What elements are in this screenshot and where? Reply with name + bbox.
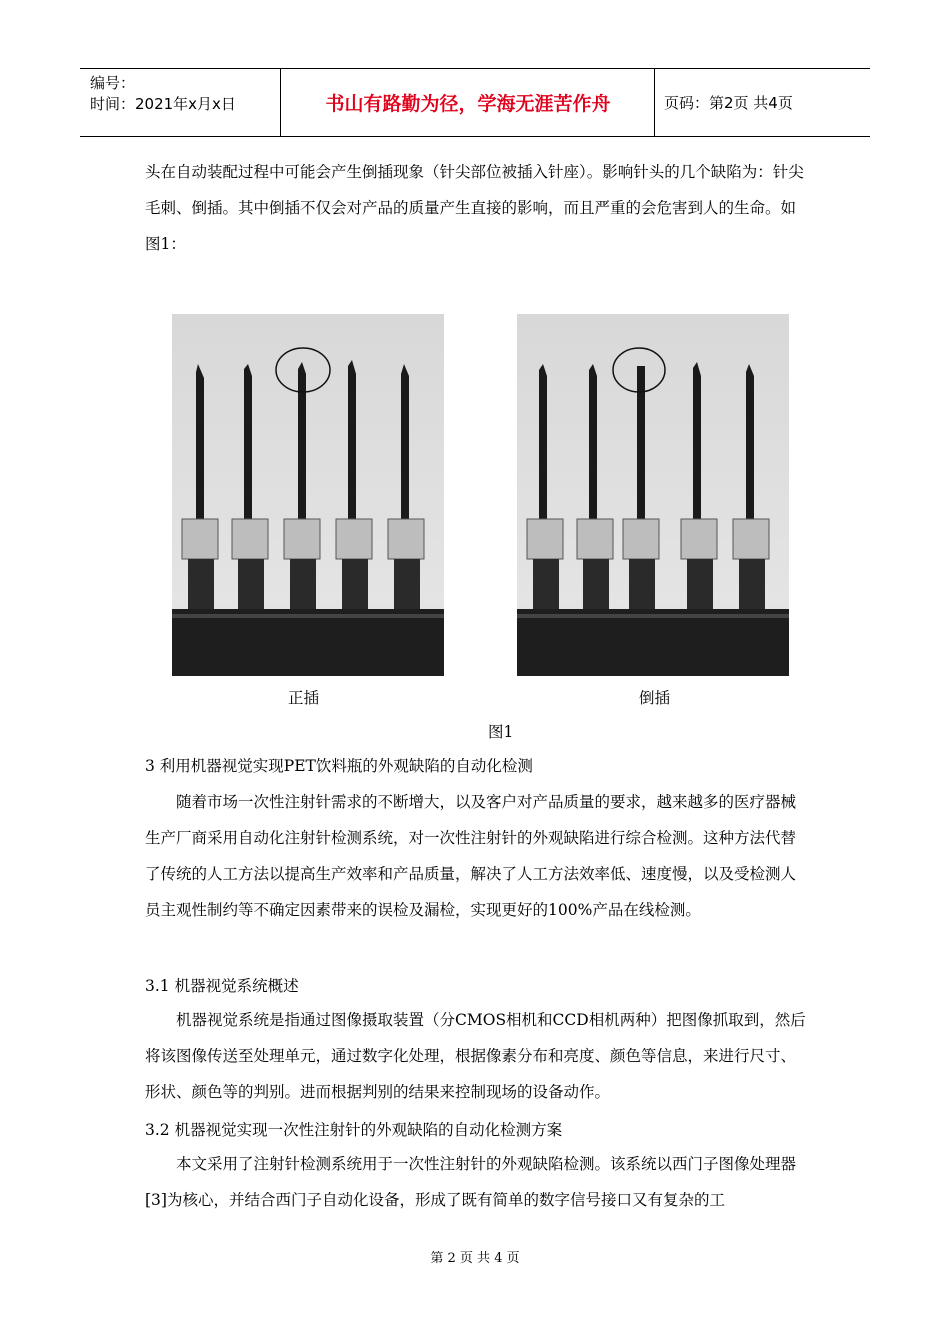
- header-divider: [280, 69, 281, 136]
- paragraph-section-3: 随着市场一次性注射针需求的不断增大，以及客户对产品质量的要求，越来越多的医疗器械生产厂商采用自动化注射针检测系统，对一次性注射针的外观缺陷进行综合检测。这种方法代替了传统的人工方法以提高生产效率和产品质量，解决了人工方法效率低、速度慢，以及受检测人员主观性制约等不确定因素带来的误检及漏检，实现更好的100%产品在线检测。: [145, 793, 797, 919]
- header-left-cell: [90, 73, 236, 115]
- motto: 书山有路勤为径，学海无涯苦作舟: [325, 93, 611, 115]
- section-3-1-heading: 3.1 机器视觉系统概述: [145, 977, 299, 995]
- time-label: 时间：2021年x月x日: [90, 95, 236, 113]
- caption-correct: 正插: [288, 689, 320, 707]
- page-number-label: 页码：第2页 共4页: [664, 94, 793, 112]
- page-header: [80, 68, 870, 137]
- header-divider: [654, 69, 655, 136]
- page-footer: 第 2 页 共 4 页: [430, 1251, 520, 1266]
- needle-photo-reversed: [517, 314, 789, 676]
- section-3-heading: 3 利用机器视觉实现PET饮料瓶的外观缺陷的自动化检测: [145, 757, 533, 775]
- section-3-2-heading: 3.2 机器视觉实现一次性注射针的外观缺陷的自动化检测方案: [145, 1121, 563, 1139]
- caption-reversed: 倒插: [639, 689, 671, 707]
- figure-title: 图1: [488, 723, 514, 741]
- paragraph-section-3-2: 本文采用了注射针检测系统用于一次性注射针的外观缺陷检测。该系统以西门子图像处理器[3]为核心，并结合西门子自动化设备，形成了既有简单的数字信号接口又有复杂的工: [145, 1155, 797, 1209]
- needle-photo-correct: [172, 314, 444, 676]
- paragraph-section-3-1: 机器视觉系统是指通过图像摄取装置（分CMOS相机和CCD相机两种）把图像抓取到，然后将该图像传送至处理单元，通过数字化处理，根据像素分布和亮度、颜色等信息，来进行尺寸、形状、颜色等的判别。进而根据判别的结果来控制现场的设备动作。: [145, 1011, 806, 1101]
- paragraph-intro: 头在自动装配过程中可能会产生倒插现象（针尖部位被插入针座）。影响针头的几个缺陷为：针尖毛刺、倒插。其中倒插不仅会对产品的质量产生直接的影响，而且严重的会危害到人的生命。如图1：: [145, 163, 804, 253]
- number-label: 编号：: [90, 74, 136, 92]
